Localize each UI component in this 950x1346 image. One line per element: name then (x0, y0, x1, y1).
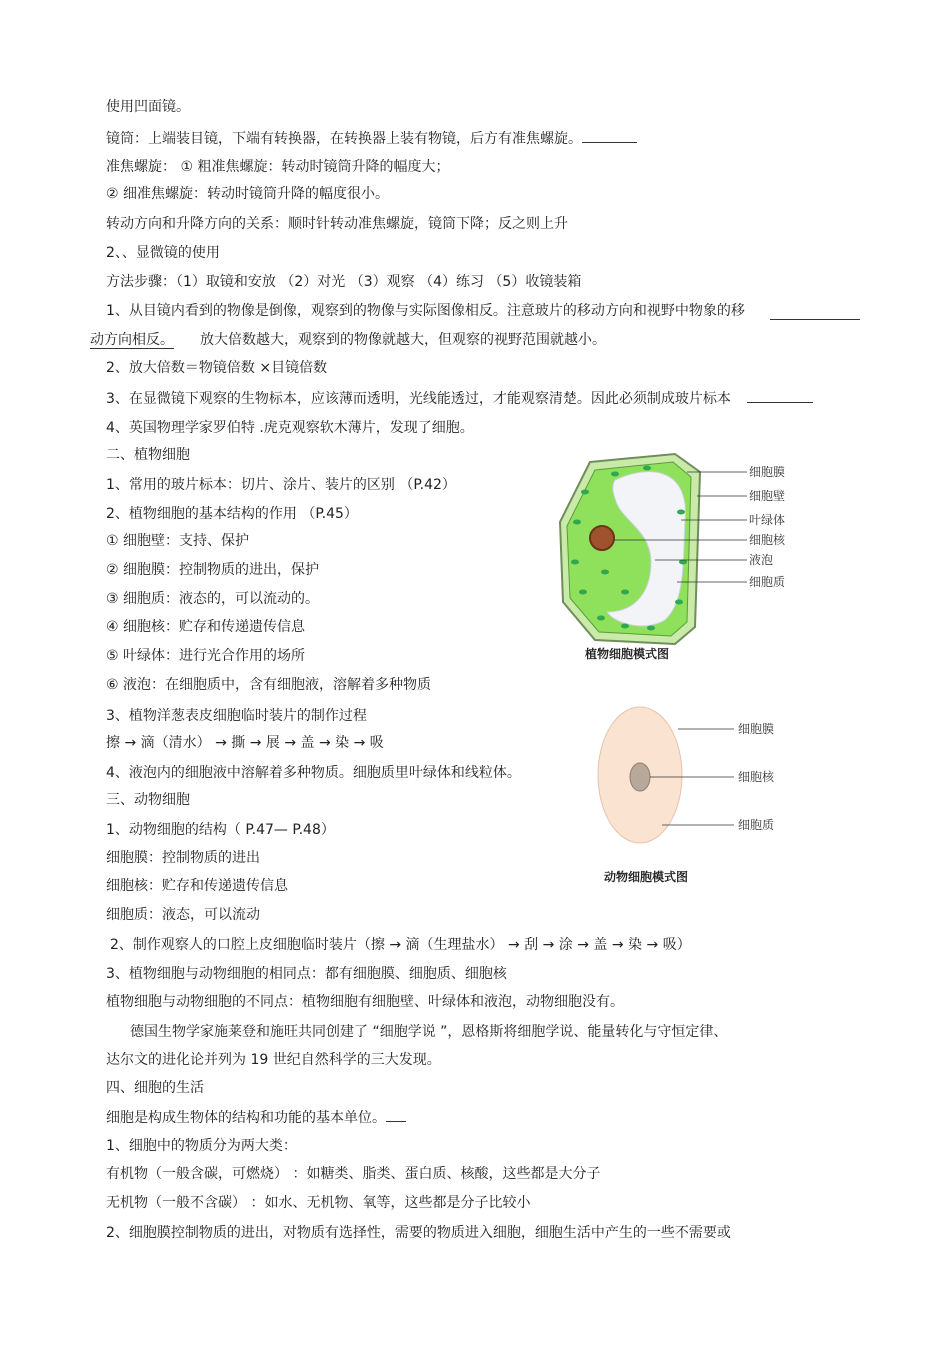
fill-blank (386, 1107, 406, 1122)
animal-cell-figure (592, 705, 812, 890)
text-line: ④ 细胞核：贮存和传递遗传信息 (106, 619, 306, 635)
section-heading: 二、植物细胞 (106, 447, 190, 463)
plant-cell-figure (555, 452, 805, 672)
label-nucleus: 细胞核 (749, 533, 786, 547)
text-line: 使用凹面镜。 (106, 99, 190, 115)
text-line (90, 330, 606, 350)
text-line: 1、从目镜内看到的物像是倒像，观察到的物像与实际图像相反。注意玻片的移动方向和视野中物象的移 (106, 303, 745, 319)
text-line: 细胞核：贮存和传递遗传信息 (106, 878, 288, 894)
animal-nucleus (630, 763, 650, 791)
label-chloroplast: 叶绿体 (749, 513, 786, 527)
label-animal-membrane: 细胞膜 (738, 722, 775, 736)
text-line: ⑤ 叶绿体：进行光合作用的场所 (106, 648, 306, 664)
text-line-content: 3、在显微镜下观察的生物标本，应该薄而透明，光线能透过，才能观察清楚。因此必须制成玻片标本 (106, 391, 731, 407)
text-line-content: 细胞是构成生物体的结构和功能的基本单位。 (106, 1110, 386, 1126)
animal-figure-caption: 动物细胞模式图 (604, 870, 689, 884)
section-heading: 三、动物细胞 (106, 792, 190, 808)
label-vacuole: 液泡 (749, 553, 774, 567)
text-line: 达尔文的进化论并列为 19 世纪自然科学的三大发现。 (106, 1052, 441, 1068)
section-heading: 2、、显微镜的使用 (106, 245, 220, 261)
text-line: 4、英国物理学家罗伯特 .虎克观察软木薄片，发现了细胞。 (106, 420, 474, 436)
text-line: 3、植物细胞与动物细胞的相同点：都有细胞膜、细胞质、细胞核 (106, 966, 507, 982)
text-line: 转动方向和升降方向的关系：顺时针转动准焦螺旋，镜筒下降；反之则上升 (106, 216, 568, 232)
text-line: 无机物（一般不含碳） ：如水、无机物、氧等，这些都是分子比较小 (106, 1195, 531, 1211)
text-line (106, 1107, 406, 1128)
section-heading: 四、细胞的生活 (106, 1080, 204, 1096)
text-line: 4、液泡内的细胞液中溶解着多种物质。细胞质里叶绿体和线粒体。 (106, 765, 521, 781)
text-line: 3、植物洋葱表皮细胞临时装片的制作过程 (106, 708, 367, 724)
fill-blank (747, 388, 813, 403)
text-line-content: 放大倍数越大，观察到的物像就越大，但观察的视野范围就越小。 (200, 332, 606, 348)
text-line: 植物细胞与动物细胞的不同点：植物细胞有细胞壁、叶绿体和液泡，动物细胞没有。 (106, 994, 624, 1010)
text-line: 2、放大倍数＝物镜倍数 ×目镜倍数 (106, 360, 328, 376)
text-line: ⑥ 液泡：在细胞质中，含有细胞液，溶解着多种物质 (106, 677, 431, 693)
text-line: 有机物（一般含碳，可燃烧） ：如糖类、脂类、蛋白质、核酸，这些都是大分子 (106, 1166, 601, 1182)
text-line: 细胞质：液态，可以流动 (106, 907, 260, 923)
text-line: 细胞膜：控制物质的进出 (106, 850, 260, 866)
label-animal-nucleus: 细胞核 (738, 770, 775, 784)
fill-blank (770, 319, 860, 320)
text-line: 德国生物学家施莱登和施旺共同创建了 “细胞学说 ”，恩格斯将细胞学说、能量转化与守恒定律、 (130, 1024, 728, 1040)
label-cytoplasm: 细胞质 (749, 575, 786, 589)
text-line: 1、细胞中的物质分为两大类： (106, 1138, 297, 1154)
text-line: ① 细胞壁：支持、保护 (106, 533, 250, 549)
label-wall: 细胞壁 (749, 489, 786, 503)
text-line: 2、细胞膜控制物质的进出，对物质有选择性，需要的物质进入细胞，细胞生活中产生的一些不需要或 (106, 1225, 731, 1241)
text-line: 方法步骤：（1）取镜和安放 （2）对光 （3）观察 （4）练习 （5）收镜装箱 (106, 274, 582, 290)
label-membrane: 细胞膜 (749, 465, 786, 479)
text-line: 准焦螺旋： ① 粗准焦螺旋：转动时镜筒升降的幅度大； (106, 159, 450, 175)
text-line (106, 128, 637, 149)
underlined-phrase: 动方向相反。 (90, 332, 174, 348)
plant-figure-caption: 植物细胞模式图 (585, 647, 670, 661)
text-line: 2、植物细胞的基本结构的作用 （P.45） (106, 506, 358, 522)
nucleus (590, 526, 614, 550)
text-line: ③ 细胞质：液态的，可以流动的。 (106, 591, 320, 607)
text-line: ② 细胞膜：控制物质的进出，保护 (106, 562, 320, 578)
text-line-content: 镜筒：上端装目镜，下端有转换器，在转换器上装有物镜，后方有准焦螺旋。 (106, 131, 582, 147)
fill-blank (582, 128, 637, 143)
text-line: 1、动物细胞的结构（ P.47— P.48） (106, 822, 335, 838)
text-line: 擦 → 滴（清水） → 撕 → 展 → 盖 → 染 → 吸 (106, 735, 384, 751)
text-line: 1、常用的玻片标本：切片、涂片、装片的区别 （P.42） (106, 477, 456, 493)
label-animal-cytoplasm: 细胞质 (738, 818, 775, 832)
text-line (106, 388, 813, 409)
text-line: ② 细准焦螺旋：转动时镜筒升降的幅度很小。 (106, 186, 389, 202)
text-line: 2、制作观察人的口腔上皮细胞临时装片（擦 → 滴（生理盐水） → 刮 → 涂 → 盖 → 染 → 吸） (110, 937, 691, 953)
